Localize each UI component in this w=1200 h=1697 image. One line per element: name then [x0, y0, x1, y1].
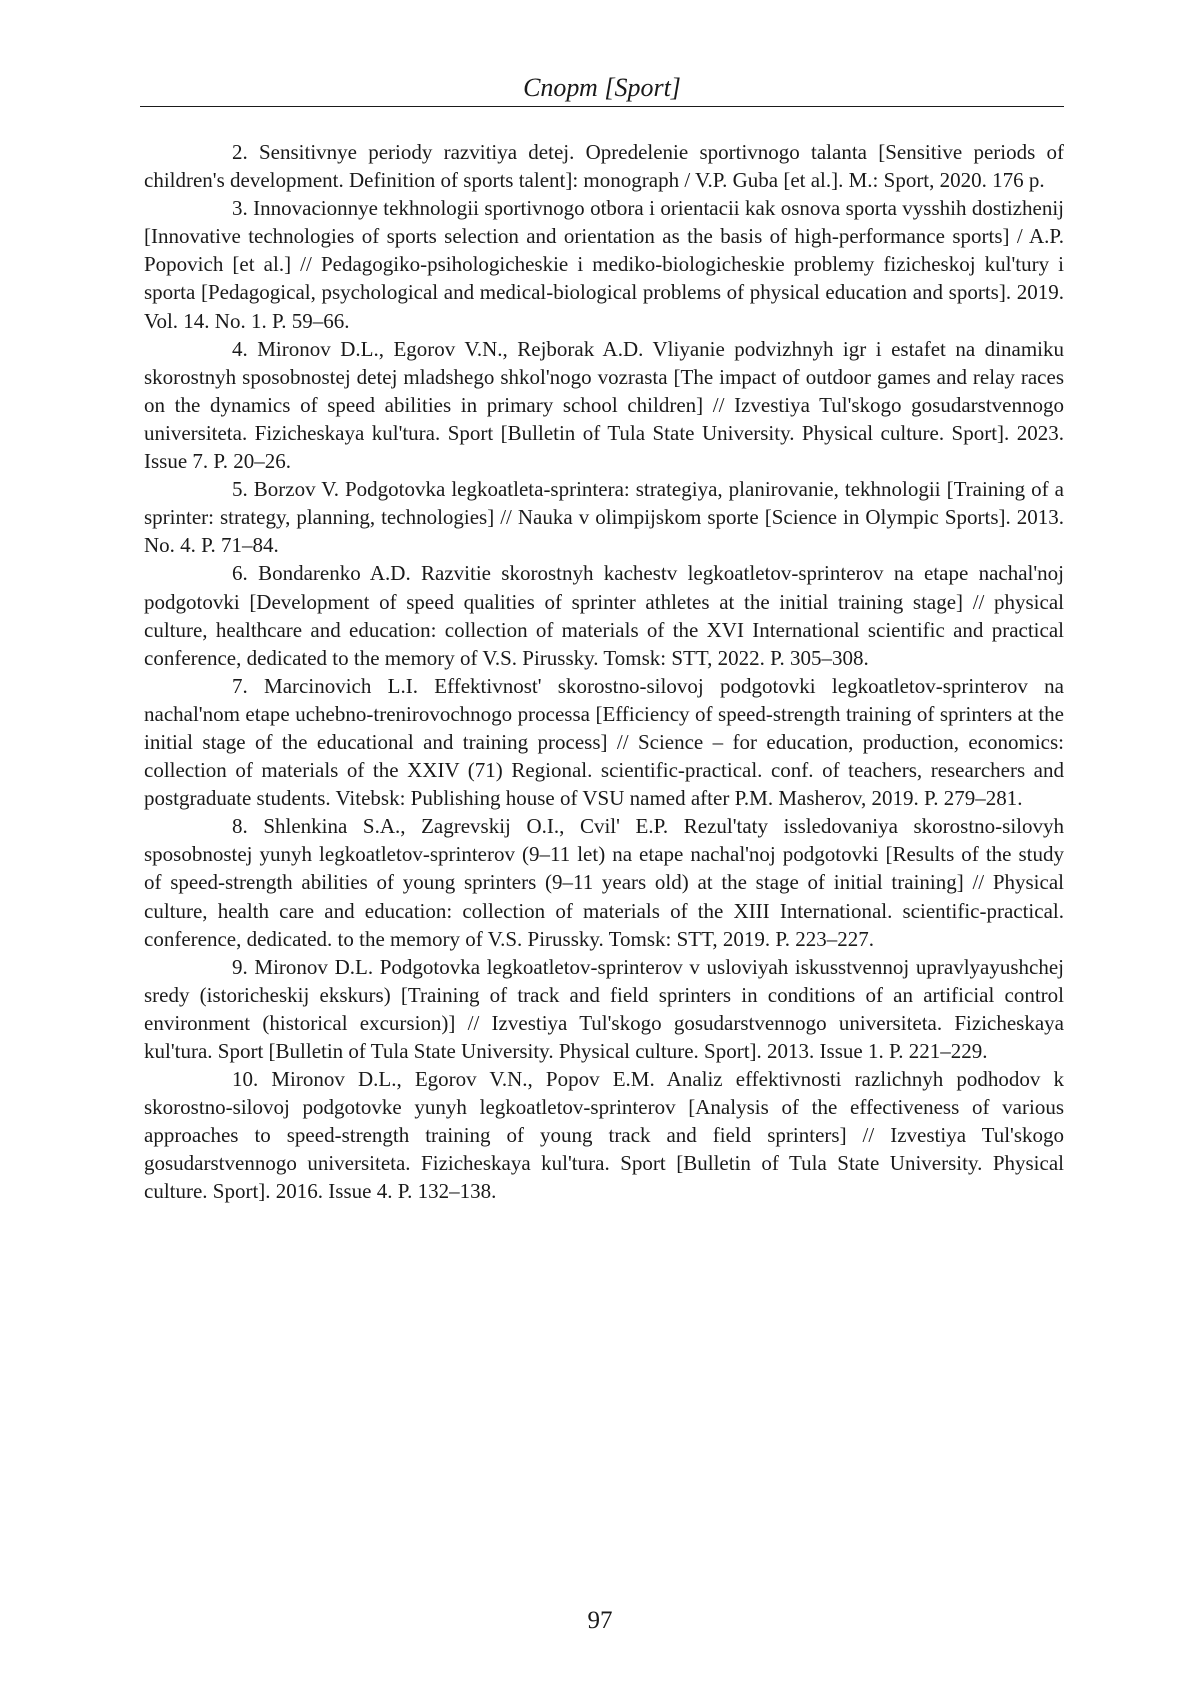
reference-item: 4. Mironov D.L., Egorov V.N., Rejborak A.D. Vliyanie podvizhnyh igr i estafet na dinamiku skorostnyh sposobnostej detej mladshego shkol'nogo vozrasta [The impact of outdoor games and relay races on the dynamics of speed abilities in primary school children] // Izvestiya Tul'skogo gosudarstvennogo universiteta. Fizicheskaya kul'tura. Sport [Bulletin of Tula State University. Physical culture. Sport]. 2023. Issue 7. P. 20–26.	[144, 336, 1064, 474]
reference-item: 6. Bondarenko A.D. Razvitie skorostnyh kachestv legkoatletov-sprinterov na etape nachal'noj podgotovki [Development of speed qualities of sprinter athletes at the initial training stage] // physical culture, healthcare and education: collection of materials of the XVI International scientific and practical conference, dedicated to the memory of V.S. Pirussky. Tomsk: STT, 2022. P. 305–308.	[144, 561, 1064, 670]
reference-item: 9. Mironov D.L. Podgotovka legkoatletov-sprinterov v usloviyah iskusstvennoj upravlyayushchej sredy (istoricheskij ekskurs) [Training of track and field sprinters in conditions of an artificial control environment (historical excursion)] // Izvestiya Tul'skogo gosudarstvennogo universiteta. Fizicheskaya kul'tura. Sport [Bulletin of Tula State University. Physical culture. Sport]. 2013. Issue 1. P. 221–229.	[144, 954, 1064, 1063]
reference-item: 10. Mironov D.L., Egorov V.N., Popov E.M. Analiz effektivnosti razlichnyh podhodov k skorostno-silovoj podgotovke yunyh legkoatletov-sprinterov [Analysis of the effectiveness of various approaches to speed-strength training of young track and field sprinters] // Izvestiya Tul'skogo gosudarstvennogo universiteta. Fizicheskaya kul'tura. Sport [Bulletin of Tula State University. Physical culture. Sport]. 2016. Issue 4. P. 132–138.	[144, 1067, 1064, 1204]
reference-list	[144, 138, 1064, 1206]
reference-item: 3. Innovacionnye tekhnologii sportivnogo otbora i orientacii kak osnova sporta vysshih dostizhenij [Innovative technologies of sports selection and orientation as the basis of high-performance sports] / A.P. Popovich [et al.] // Pedagogiko-psihologicheskie i mediko-biologicheskie problemy fizicheskoj kul'tury i sporta [Pedagogical, psychological and medical-biological problems of physical education and sports]. 2019. Vol. 14. No. 1. P. 59–66.	[144, 196, 1064, 333]
reference-item: 8. Shlenkina S.A., Zagrevskij O.I., Cvil' E.P. Rezul'taty issledovaniya skorostno-silovyh sposobnostej yunyh legkoatletov-sprinterov (9–11 let) na etape nachal'noj podgotovki [Results of the study of speed-strength abilities of young sprinters (9–11 years old) at the stage of initial training] // Physical culture, health care and education: collection of materials of the XIII International. scientific-practical. conference, dedicated. to the memory of V.S. Pirussky. Tomsk: STT, 2019. P. 223–227.	[144, 814, 1064, 951]
reference-item: 5. Borzov V. Podgotovka legkoatleta-sprintera: strategiya, planirovanie, tekhnologii [Training of a sprinter: strategy, planning, technologies] // Nauka v olimpijskom sporte [Science in Olympic Sports]. 2013. No. 4. P. 71–84.	[144, 477, 1064, 558]
page-number: 97	[587, 1607, 613, 1634]
running-header: Спорт [Sport]	[523, 73, 681, 102]
reference-item: 7. Marcinovich L.I. Effektivnost' skorostno-silovoj podgotovki legkoatletov-sprinterov na nachal'nom etape uchebno-trenirovochnogo processa [Efficiency of speed-strength training of sprinters at the initial stage of the educational and training process] // Science – for education, production, economics: collection of materials of the XXIV (71) Regional. scientific-practical. conf. of teachers, researchers and postgraduate students. Vitebsk: Publishing house of VSU named after P.M. Masherov, 2019. P. 279–281.	[144, 673, 1064, 811]
reference-item: 2. Sensitivnye periody razvitiya detej. Opredelenie sportivnogo talanta [Sensitive periods of children's development. Definition of sports talent]: monograph / V.P. Guba [et al.]. M.: Sport, 2020. 176 p.	[144, 140, 1064, 193]
header-divider	[140, 106, 1064, 107]
